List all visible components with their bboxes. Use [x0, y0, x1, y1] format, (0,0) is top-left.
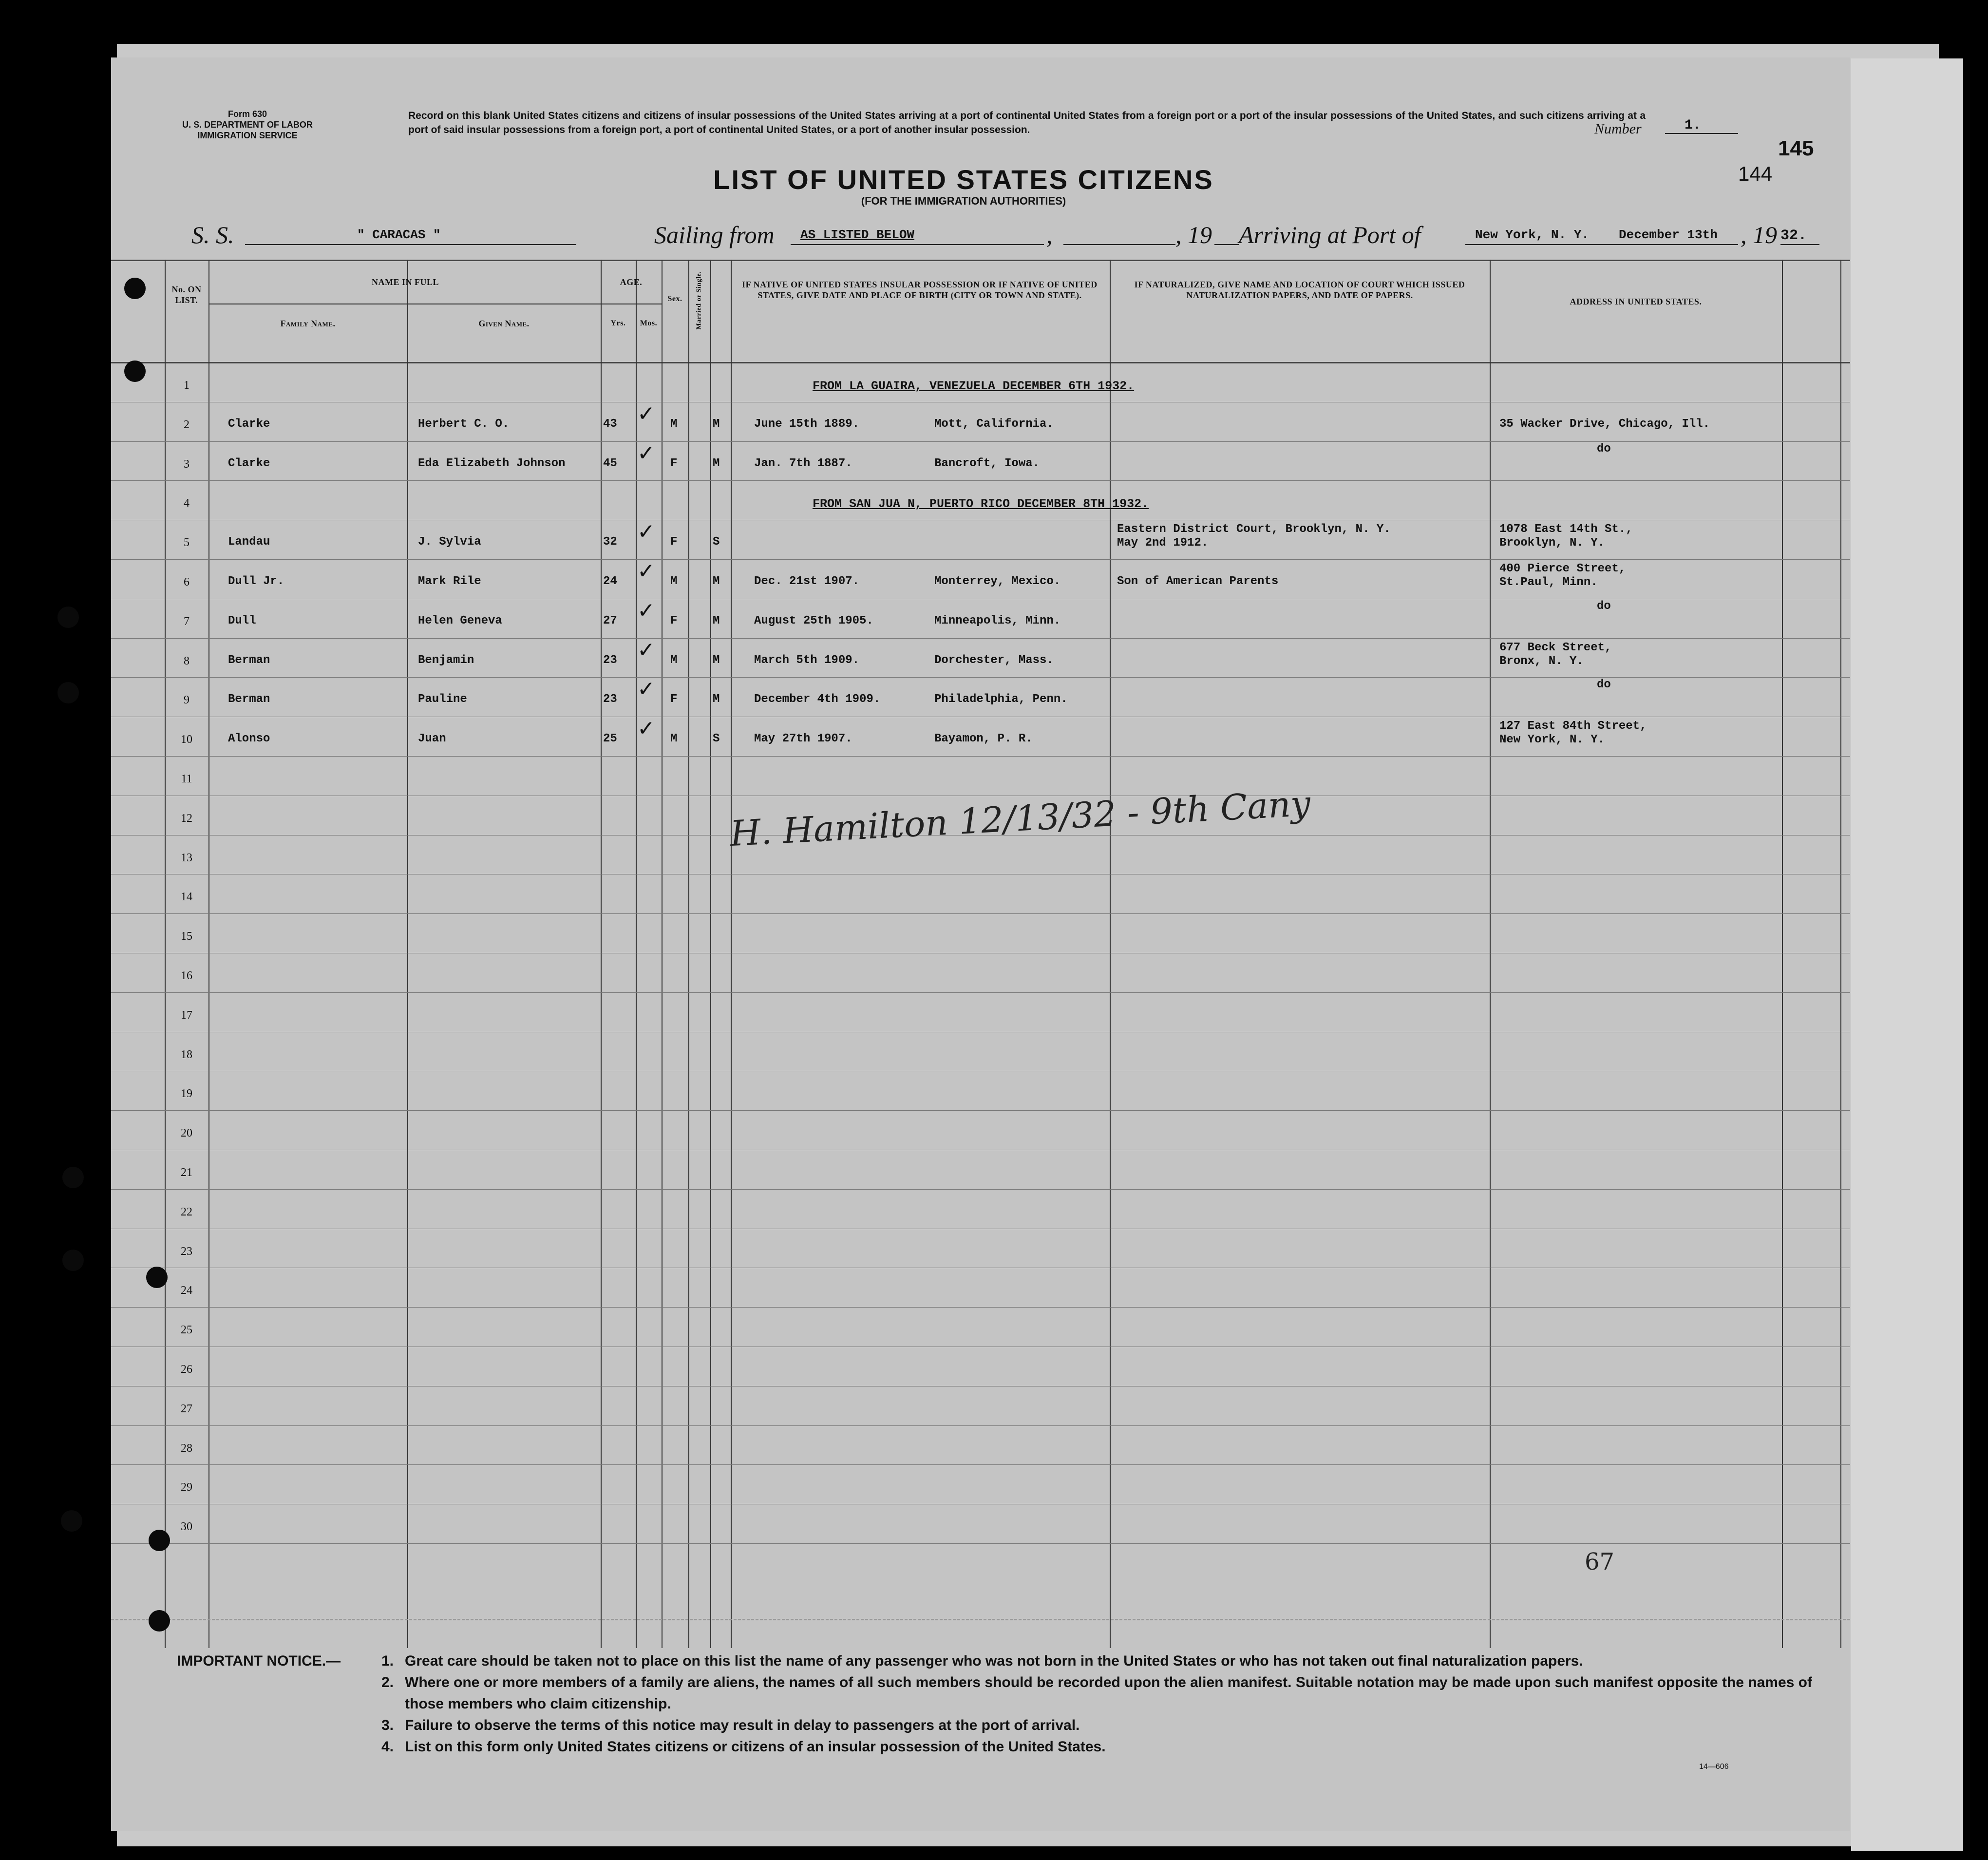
sex: M — [670, 417, 678, 431]
given-name: Pauline — [418, 693, 467, 706]
birth-place: Philadelphia, Penn. — [934, 693, 1068, 706]
row-number: 18 — [181, 1048, 192, 1061]
punch-hole — [149, 1530, 170, 1551]
given-name: Helen Geneva — [418, 614, 502, 627]
notice-text: Failure to observe the terms of this notice may result in delay to passengers at the port of arrival. — [405, 1717, 1080, 1733]
col-birth: IF NATIVE OF UNITED STATES INSULAR POSSESSION OR IF NATIVE OF UNITED STATES, GIVE DATE AND PLACE OF BIRTH (CITY OR TOWN AND STATE). — [742, 280, 1098, 300]
notice-item: 3. Failure to observe the terms of this notice may result in delay to passengers at the port of arrival. — [381, 1717, 1080, 1733]
marital-status: M — [713, 417, 720, 431]
row-rule — [111, 1189, 1850, 1190]
row-rule — [111, 441, 1850, 442]
age-check-mark: ✓ — [637, 401, 655, 426]
age-check-mark: ✓ — [637, 677, 655, 702]
form-number: Form 630 — [227, 109, 267, 119]
row-rule — [111, 992, 1850, 993]
punch-hole — [57, 682, 79, 703]
col-given-name: Given Name. — [478, 319, 530, 328]
given-name: Benjamin — [418, 653, 474, 667]
age-years: 23 — [603, 653, 617, 667]
page-stamp-144: 144 — [1738, 162, 1773, 185]
naturalization-line: May 2nd 1912. — [1117, 536, 1209, 550]
passenger-table — [111, 260, 1850, 1648]
row-number: 27 — [181, 1402, 192, 1415]
ship-name: " CARACAS " — [245, 224, 576, 245]
row-number: 20 — [181, 1127, 192, 1140]
family-name: Clarke — [228, 456, 270, 470]
arriving-label: Arriving at Port of — [1239, 221, 1421, 248]
form-code: 14—606 — [1699, 1763, 1729, 1771]
row-number: 19 — [181, 1087, 192, 1101]
number-label: Number — [1594, 121, 1642, 137]
address-line: do — [1597, 678, 1611, 692]
marital-status: S — [713, 535, 720, 549]
comma: , — [1175, 221, 1182, 248]
row-number: 7 — [184, 615, 189, 628]
row-number: 29 — [181, 1481, 192, 1494]
section-heading: FROM LA GUAIRA, VENEZUELA DECEMBER 6TH 1932. — [813, 379, 1135, 393]
row-rule — [111, 913, 1850, 914]
notice-item: 2. Where one or more members of a family are aliens, the names of all such members should be recorded upon the alien manifest. Suitable notation may be made upon such manifest opposite the names of those members who claim citizenship. — [381, 1674, 1812, 1712]
marital-status: S — [713, 732, 720, 746]
age-check-mark: ✓ — [637, 716, 655, 741]
form-identifier — [145, 109, 350, 141]
arrival-date: December 13th — [1619, 228, 1718, 242]
row-number: 24 — [181, 1284, 192, 1297]
service: IMMIGRATION SERVICE — [197, 131, 298, 140]
address-line: 1078 East 14th St., — [1499, 523, 1633, 536]
department: U. S. DEPARTMENT OF LABOR — [182, 120, 313, 130]
col-family-name: Family Name. — [280, 319, 336, 328]
age-check-mark: ✓ — [637, 519, 655, 545]
sailing-date-blank — [1063, 224, 1175, 245]
marital-status: M — [713, 456, 720, 470]
row-number: 14 — [181, 891, 192, 904]
col-name-in-full: NAME IN FULL — [371, 277, 439, 287]
sex: F — [670, 693, 678, 706]
row-rule — [111, 1110, 1850, 1111]
row-number: 2 — [184, 418, 189, 431]
given-name: J. Sylvia — [418, 535, 481, 549]
row-number: 10 — [181, 733, 192, 746]
row-number: 21 — [181, 1166, 192, 1179]
page-subtitle: (FOR THE IMMIGRATION AUTHORITIES) — [861, 195, 1066, 207]
col-address: ADDRESS IN UNITED STATES. — [1570, 297, 1702, 306]
age-check-mark: ✓ — [637, 598, 655, 623]
age-years: 27 — [603, 614, 617, 627]
row-rule — [111, 1425, 1850, 1426]
family-name: Berman — [228, 653, 270, 667]
age-years: 45 — [603, 456, 617, 470]
address-line: 400 Pierce Street, — [1499, 562, 1626, 575]
address-line: 127 East 84th Street, — [1499, 720, 1647, 733]
section-heading: FROM SAN JUA N, PUERTO RICO DECEMBER 8TH 1932. — [813, 497, 1149, 512]
sex: F — [670, 614, 678, 627]
address-line: do — [1597, 442, 1611, 456]
birth-place: Bancroft, Iowa. — [934, 456, 1040, 470]
notice-label: IMPORTANT NOTICE.— — [177, 1653, 341, 1669]
arrival-port: New York, N. Y. — [1465, 224, 1738, 245]
voyage-line — [191, 221, 1848, 250]
sailing-label: Sailing from — [654, 221, 775, 248]
row-number: 9 — [184, 694, 189, 707]
row-rule — [111, 1464, 1850, 1465]
notice-text: List on this form only United States citizens or citizens of an insular possession of the United States. — [405, 1739, 1106, 1755]
birth-date: May 27th 1907. — [754, 732, 852, 746]
perforation-edge — [111, 1619, 1850, 1620]
birth-date: August 25th 1905. — [754, 614, 873, 627]
age-check-mark: ✓ — [637, 637, 655, 663]
comma: , — [1741, 221, 1747, 248]
given-name: Mark Rile — [418, 575, 481, 588]
notice-text: Great care should be taken not to place on this list the name of any passenger who was not born in the United States or who has not taken out final naturalization papers. — [405, 1653, 1583, 1669]
family-name: Berman — [228, 693, 270, 706]
address-line: do — [1597, 599, 1611, 613]
punch-hole — [124, 361, 146, 382]
row-number: 6 — [184, 576, 189, 588]
row-number: 22 — [181, 1205, 192, 1218]
given-name: Eda Elizabeth Johnson — [418, 456, 566, 470]
year-prefix-2: 19 — [1753, 221, 1777, 248]
punch-hole — [57, 607, 79, 628]
birth-date: Dec. 21st 1907. — [754, 575, 860, 588]
col-married: Married or Single. — [695, 271, 703, 330]
col-yrs: Yrs. — [610, 319, 626, 327]
punch-hole — [149, 1610, 170, 1632]
age-years: 24 — [603, 575, 617, 588]
punch-hole — [62, 1250, 84, 1271]
col-naturalized: IF NATURALIZED, GIVE NAME AND LOCATION OF COURT WHICH ISSUED NATURALIZATION PAPERS, AND DATE OF PAPERS. — [1134, 280, 1465, 300]
row-number: 3 — [184, 457, 189, 471]
row-number: 4 — [184, 497, 189, 510]
row-number: 23 — [181, 1245, 192, 1258]
sailing-from: AS LISTED BELOW — [791, 224, 1044, 245]
age-years: 32 — [603, 535, 617, 549]
col-sex: Sex. — [667, 295, 682, 303]
sailing-year-blank — [1214, 224, 1239, 245]
comma: , — [1046, 221, 1053, 248]
handwritten-signature: H. Hamilton 12/13/32 - 9th Cany — [729, 782, 1312, 854]
row-rule — [111, 677, 1850, 678]
background-page-edge — [1851, 58, 1963, 1851]
sex: M — [670, 653, 678, 667]
given-name: Juan — [418, 732, 446, 746]
col-age: AGE. — [620, 277, 643, 287]
row-rule — [111, 1543, 1850, 1544]
row-number: 16 — [181, 969, 192, 982]
birth-place: Minneapolis, Minn. — [934, 614, 1061, 627]
notice-item: 4. List on this form only United States citizens or citizens of an insular possession of the United States. — [381, 1739, 1106, 1755]
ss-label: S. S. — [191, 221, 234, 248]
age-years: 43 — [603, 417, 617, 431]
punch-hole — [146, 1267, 168, 1288]
row-number: 8 — [184, 654, 189, 667]
punch-hole — [62, 1167, 84, 1188]
row-number: 5 — [184, 536, 189, 550]
age-check-mark: ✓ — [637, 440, 655, 466]
col-no: No. ON LIST. — [171, 285, 202, 305]
page-stamp-145: 145 — [1778, 136, 1814, 160]
row-number: 1 — [184, 379, 189, 392]
year-prefix: 19 — [1188, 221, 1212, 248]
marital-status: M — [713, 575, 720, 588]
handwritten-page-mark: 67 — [1585, 1548, 1615, 1575]
manifest-sheet — [111, 57, 1850, 1831]
punch-hole — [61, 1510, 82, 1532]
notice-item: 1. Great care should be taken not to place on this list the name of any passenger who was not born in the United States or who has not taken out final naturalization papers. — [381, 1653, 1583, 1669]
age-check-mark: ✓ — [637, 559, 655, 584]
row-number: 26 — [181, 1363, 192, 1376]
row-number: 15 — [181, 930, 192, 943]
row-rule — [111, 1307, 1850, 1308]
row-number: 13 — [181, 851, 192, 864]
birth-date: March 5th 1909. — [754, 653, 860, 667]
birth-place: Monterrey, Mexico. — [934, 575, 1061, 588]
family-name: Clarke — [228, 417, 270, 431]
number-value: 1. — [1665, 118, 1738, 134]
address-line: 35 Wacker Drive, Chicago, Ill. — [1499, 417, 1710, 431]
row-number: 28 — [181, 1442, 192, 1455]
family-name: Dull Jr. — [228, 575, 284, 588]
naturalization-line: Eastern District Court, Brooklyn, N. Y. — [1117, 523, 1391, 536]
col-mos: Mos. — [640, 319, 658, 327]
marital-status: M — [713, 614, 720, 627]
marital-status: M — [713, 693, 720, 706]
birth-place: Dorchester, Mass. — [934, 653, 1054, 667]
arrival-year: 32. — [1780, 224, 1819, 245]
given-name: Herbert C. O. — [418, 417, 510, 431]
address-line: Bronx, N. Y. — [1499, 654, 1584, 668]
family-name: Dull — [228, 614, 256, 627]
birth-date: Jan. 7th 1887. — [754, 456, 852, 470]
form-instructions: Record on this blank United States citizens and citizens of insular possessions of the United States arriving at a port of continental United States from a foreign port or a port of the insular possessions of the United States, and such citizens arriving at a port of said insular possessions from a foreign port, a port of continental United States, or a port of another insular possession. — [408, 110, 1646, 135]
row-number: 30 — [181, 1520, 192, 1534]
row-number: 25 — [181, 1324, 192, 1337]
sex: M — [670, 732, 678, 746]
birth-place: Bayamon, P. R. — [934, 732, 1033, 746]
row-rule — [111, 638, 1850, 639]
naturalization-line: Son of American Parents — [1117, 575, 1279, 588]
birth-date: June 15th 1889. — [754, 417, 860, 431]
family-name: Landau — [228, 535, 270, 549]
birth-place: Mott, California. — [934, 417, 1054, 431]
address-line: New York, N. Y. — [1499, 733, 1605, 747]
row-number: 17 — [181, 1008, 192, 1022]
sex: F — [670, 535, 678, 549]
sex: F — [670, 456, 678, 470]
age-years: 23 — [603, 693, 617, 706]
row-number: 12 — [181, 812, 192, 825]
sex: M — [670, 575, 678, 588]
punch-hole — [124, 278, 146, 299]
marital-status: M — [713, 653, 720, 667]
birth-date: December 4th 1909. — [754, 693, 881, 706]
age-years: 25 — [603, 732, 617, 746]
row-rule — [111, 480, 1850, 481]
notice-text: Where one or more members of a family are aliens, the names of all such members should be recorded upon the alien manifest. Suitable notation may be made upon such manifest opposite the names of those members who claim citizenship. — [405, 1674, 1812, 1712]
row-number: 11 — [181, 773, 192, 785]
page-title: LIST OF UNITED STATES CITIZENS — [713, 164, 1214, 195]
row-rule — [111, 559, 1850, 560]
address-line: Brooklyn, N. Y. — [1499, 536, 1605, 550]
row-rule — [111, 756, 1850, 757]
notice-items — [381, 1651, 1843, 1758]
family-name: Alonso — [228, 732, 270, 746]
address-line: St.Paul, Minn. — [1499, 576, 1598, 589]
address-line: 677 Beck Street, — [1499, 641, 1612, 654]
